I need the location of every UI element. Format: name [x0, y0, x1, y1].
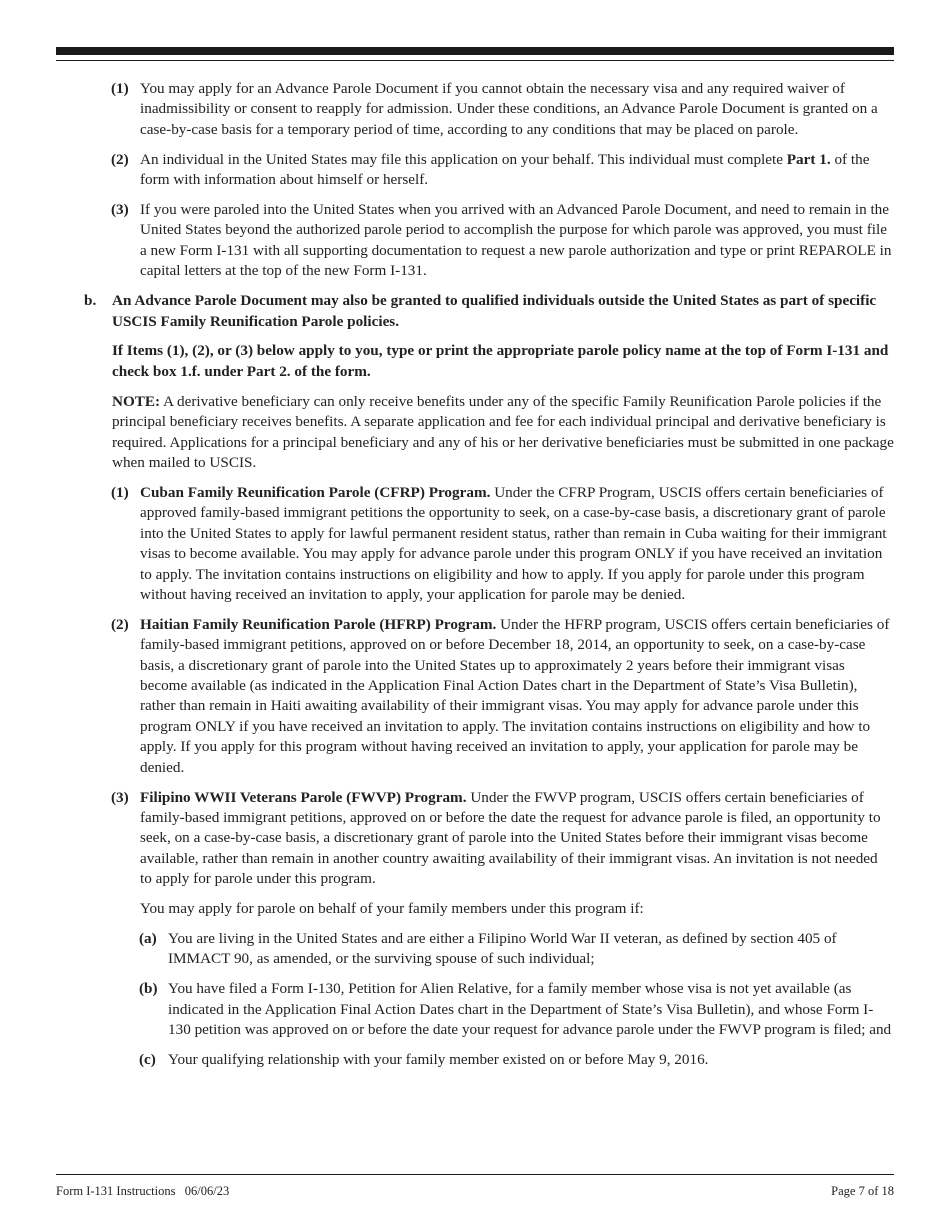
program-title: Haitian Family Reunification Parole (HFRP) Program. — [140, 615, 497, 633]
fwvp-condition-b — [0, 979, 950, 1040]
fwvp-condition-c — [0, 1050, 950, 1070]
program-title: Filipino WWII Veterans Parole (FWVP) Program. — [140, 788, 467, 806]
page-content — [0, 79, 950, 1080]
program-description: Under the FWVP program, USCIS offers certain beneficiaries of family-based immigrant petitions, approved on or before the date the request for advance parole is filed, an opportunity to seek, on a case-by-case basis, a discretionary grant of parole into the United States before their immigrant visas become available, rather than remain in another country awaiting availability of their immigrant visas. An invitation is not needed to apply for parole under this program. — [140, 788, 881, 888]
section-b-heading — [0, 291, 950, 332]
header-rule-thick — [56, 47, 894, 55]
note-text: A derivative beneficiary can only receive benefits under any of the specific Family Reunification Parole policies if the principal beneficiary receives benefits. A separate application and fee for each individual principal and derivative beneficiary is required. Applications for a principal beneficiary and any of his or her derivative beneficiaries must be submitted in one package when mailed to USCIS. — [112, 392, 894, 471]
item-number: (1) — [111, 80, 129, 97]
footer-form-name: Form I-131 Instructions 06/06/23 — [56, 1184, 230, 1198]
fwvp-program-item — [0, 788, 950, 890]
item-text — [140, 150, 892, 191]
cfrp-program-item — [0, 483, 950, 605]
program-description: Under the CFRP Program, USCIS offers certain beneficiaries of approved family-based immigrant petitions the opportunity to seek, on a case-by-case basis, a discretionary grant of parole into the United States to apply for lawful permanent resident status, rather than remain in Cuba waiting for their immigrant visas to become available. You may apply for advance parole under this program ONLY if you have received an invitation to apply. The invitation contains instructions on eligibility and how to apply. If you apply for parole under this program without having received an invitation to apply, your application for parole may be denied. — [140, 483, 887, 603]
hfrp-program-item — [0, 615, 950, 778]
condition-text: You have filed a Form I-130, Petition for Alien Relative, for a family member whose visa is not yet available (as indicated in the Application Final Action Dates chart in the Department of State’s Visa Bulletin), and whose Form I-130 petition was approved on or before the date your request for advance parole under the FWVP program is filed; and — [168, 980, 892, 1039]
section-a-item-3 — [0, 200, 950, 282]
section-b-heading-text — [112, 291, 896, 332]
item-text: If you were paroled into the United States when you arrived with an Advanced Parole Document, and need to remain in the United States beyond the authorized parole period to accomplish the purpose for which parole was approved, you must file a new Form I-131 with all supporting documentation to request a new parole authorization and type or print REPAROLE in capital letters at the top of the new Form I-131. — [140, 201, 892, 280]
item-number: (1) — [111, 483, 129, 501]
item-number: (3) — [111, 201, 129, 219]
item-text — [140, 788, 892, 890]
part-reference: Part 1. — [786, 150, 831, 168]
note-paragraph — [112, 392, 896, 474]
program-description: Under the HFRP program, USCIS offers certain beneficiaries of family-based immigrant petitions, approved on or before December 18, 2014, an opportunity to seek, on a case-by-case basis, a discretionary grant of parole into the United States up to approximately 2 years before their immigrant visas become available (as indicated in the Application Final Action Dates chart in the Department of State’s Visa Bulletin), rather than remain in Haiti awaiting availability of their immigrant visas. You may apply for advance parole under this program ONLY if you have received an invitation to apply. The invitation contains instructions on eligibility and how to apply. If you apply for this program without having received an invitation to apply, your application for parole may be denied. — [140, 615, 890, 776]
footer-page-number: Page 7 of 18 — [831, 1184, 894, 1198]
item-text-end: of the form with information about himself or herself. — [140, 150, 870, 189]
condition-letter: (a) — [139, 930, 157, 948]
condition-letter: (b) — [139, 980, 158, 998]
item-number: (3) — [111, 788, 129, 806]
section-a-item-1 — [0, 79, 950, 140]
item-text — [140, 483, 892, 605]
fwvp-intro: You may apply for parole on behalf of your family members under this program if: — [140, 900, 644, 918]
item-text: You may apply for an Advance Parole Document if you cannot obtain the necessary visa and any required waiver of inadmissibility or consent to reapply for admission. Under these conditions, an Advance Parole Document is granted on a case-by-case basis for a temporary period of time, according to any conditions that may be placed on parole. — [140, 80, 878, 138]
section-b-instruction — [112, 341, 896, 382]
fwvp-condition-a — [0, 929, 950, 970]
footer-rule — [56, 1174, 894, 1175]
condition-text: You are living in the United States and are either a Filipino World War II veteran, as defined by section 405 of IMMACT 90, as amended, or the surviving spouse of such individual; — [168, 930, 837, 968]
instruction-bold: If Items (1), (2), or (3) below apply to you, type or print the appropriate parole policy name at the top of Form I-131 and check box 1.f. under Part 2. of the form. — [112, 342, 889, 380]
note-label: NOTE: — [112, 392, 161, 410]
program-title: Cuban Family Reunification Parole (CFRP) Program. — [140, 483, 491, 501]
item-text — [140, 615, 892, 778]
condition-letter: (c) — [139, 1051, 156, 1069]
condition-text: Your qualifying relationship with your family member existed on or before May 9, 2016. — [168, 1051, 709, 1069]
item-text-start: An individual in the United States may file this application on your behalf. This individual must complete — [140, 150, 787, 168]
section-b-heading-bold: An Advance Parole Document may also be granted to qualified individuals outside the United States as part of specific USCIS Family Reunification Parole policies. — [112, 292, 877, 330]
item-number: (2) — [111, 615, 129, 633]
section-a-item-2 — [0, 150, 950, 191]
section-b-label: b. — [84, 292, 97, 310]
item-number: (2) — [111, 150, 129, 168]
header-rule-thin — [56, 60, 894, 61]
